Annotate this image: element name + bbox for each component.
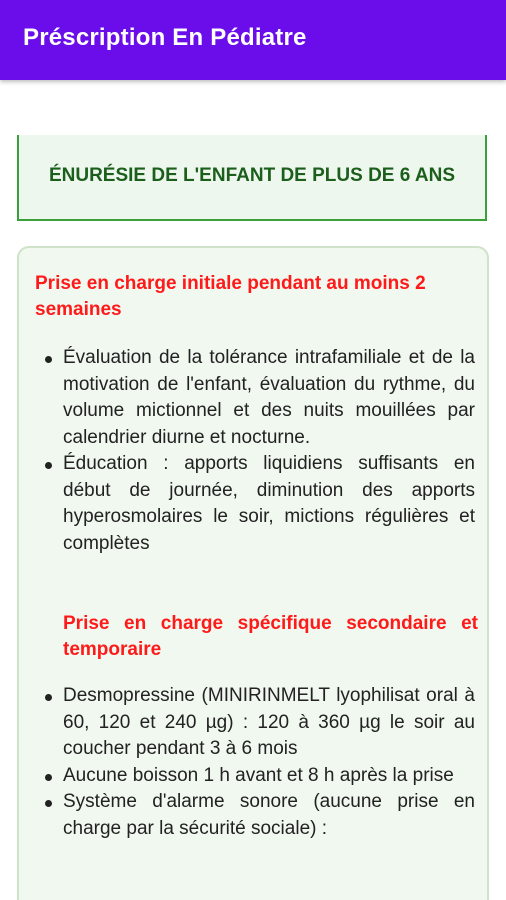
bullet-list-initial — [43, 345, 475, 557]
app-bar — [0, 0, 506, 80]
list-item: Système d'alarme sonore (aucune prise en charge par la sécurité sociale) : — [43, 789, 475, 842]
list-item: Aucune boisson 1 h avant et 8 h après la prise — [43, 763, 475, 790]
topic-title-card — [17, 135, 487, 221]
list-item: Évaluation de la tolérance intrafamiliale et de la motivation de l'enfant, évaluation du rythme, du volume mictionnel et des nuits mouillées par calendrier diurne et nocturne. — [43, 345, 475, 451]
list-item: Éducation : apports liquidiens suffisants en début de journée, diminution des apports hyperosmolaires le soir, mictions régulières et complètes — [43, 451, 475, 557]
section-heading-specific: Prise en charge spécifique secondaire et temporaire — [63, 613, 478, 660]
content-area[interactable] — [0, 80, 506, 900]
section-heading-initial: Prise en charge initiale pendant au moins 2 semaines — [35, 273, 426, 320]
list-item: Desmopressine (MINIRINMELT lyophilisat oral à 60, 120 et 240 µg) : 120 à 360 µg le soir au coucher pendant 3 à 6 mois — [43, 683, 475, 763]
app-title: Préscription En Pédiatre — [23, 24, 307, 51]
bullet-list-specific — [43, 683, 475, 842]
topic-title: ÉNURÉSIE DE L'ENFANT DE PLUS DE 6 ANS — [48, 165, 456, 186]
prescription-card — [17, 246, 489, 900]
